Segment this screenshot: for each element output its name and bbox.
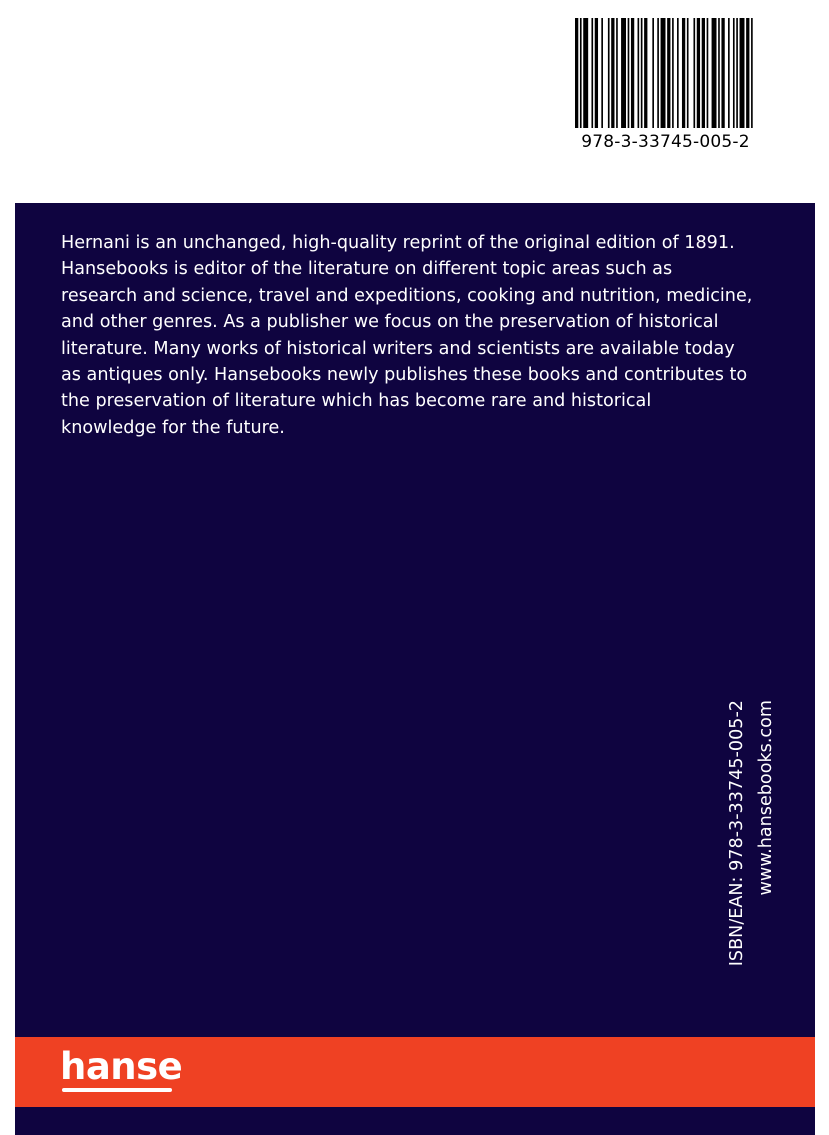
- publisher-band: [15, 1037, 815, 1107]
- barcode-number: 978-3-33745-005-2: [581, 132, 750, 152]
- barcode: [572, 14, 759, 154]
- isbn-ean-line: ISBN/EAN: 978-3-33745-005-2: [727, 700, 747, 967]
- book-description: Hernani is an unchanged, high-quality reprint of the original edition of 1891. Hansebooks is editor of the literature on different topic areas such as research and science, travel and expeditions, cooking and nutrition, medicine, and other genres. As a publisher we focus on the preservation of historical literature. Many works of historical writers and scientists are available today as antiques only. Hansebooks newly publishes these books and contributes to the preservation of literature which has become rare and historical knowledge for the future.: [61, 233, 753, 438]
- barcode-image: [575, 18, 756, 128]
- isbn-info: [716, 700, 788, 986]
- logo-underline: [62, 1088, 172, 1092]
- back-cover-panel: [15, 203, 815, 1135]
- publisher-website: www.hansebooks.com: [756, 700, 776, 896]
- hanse-logo: hanse: [60, 1045, 183, 1088]
